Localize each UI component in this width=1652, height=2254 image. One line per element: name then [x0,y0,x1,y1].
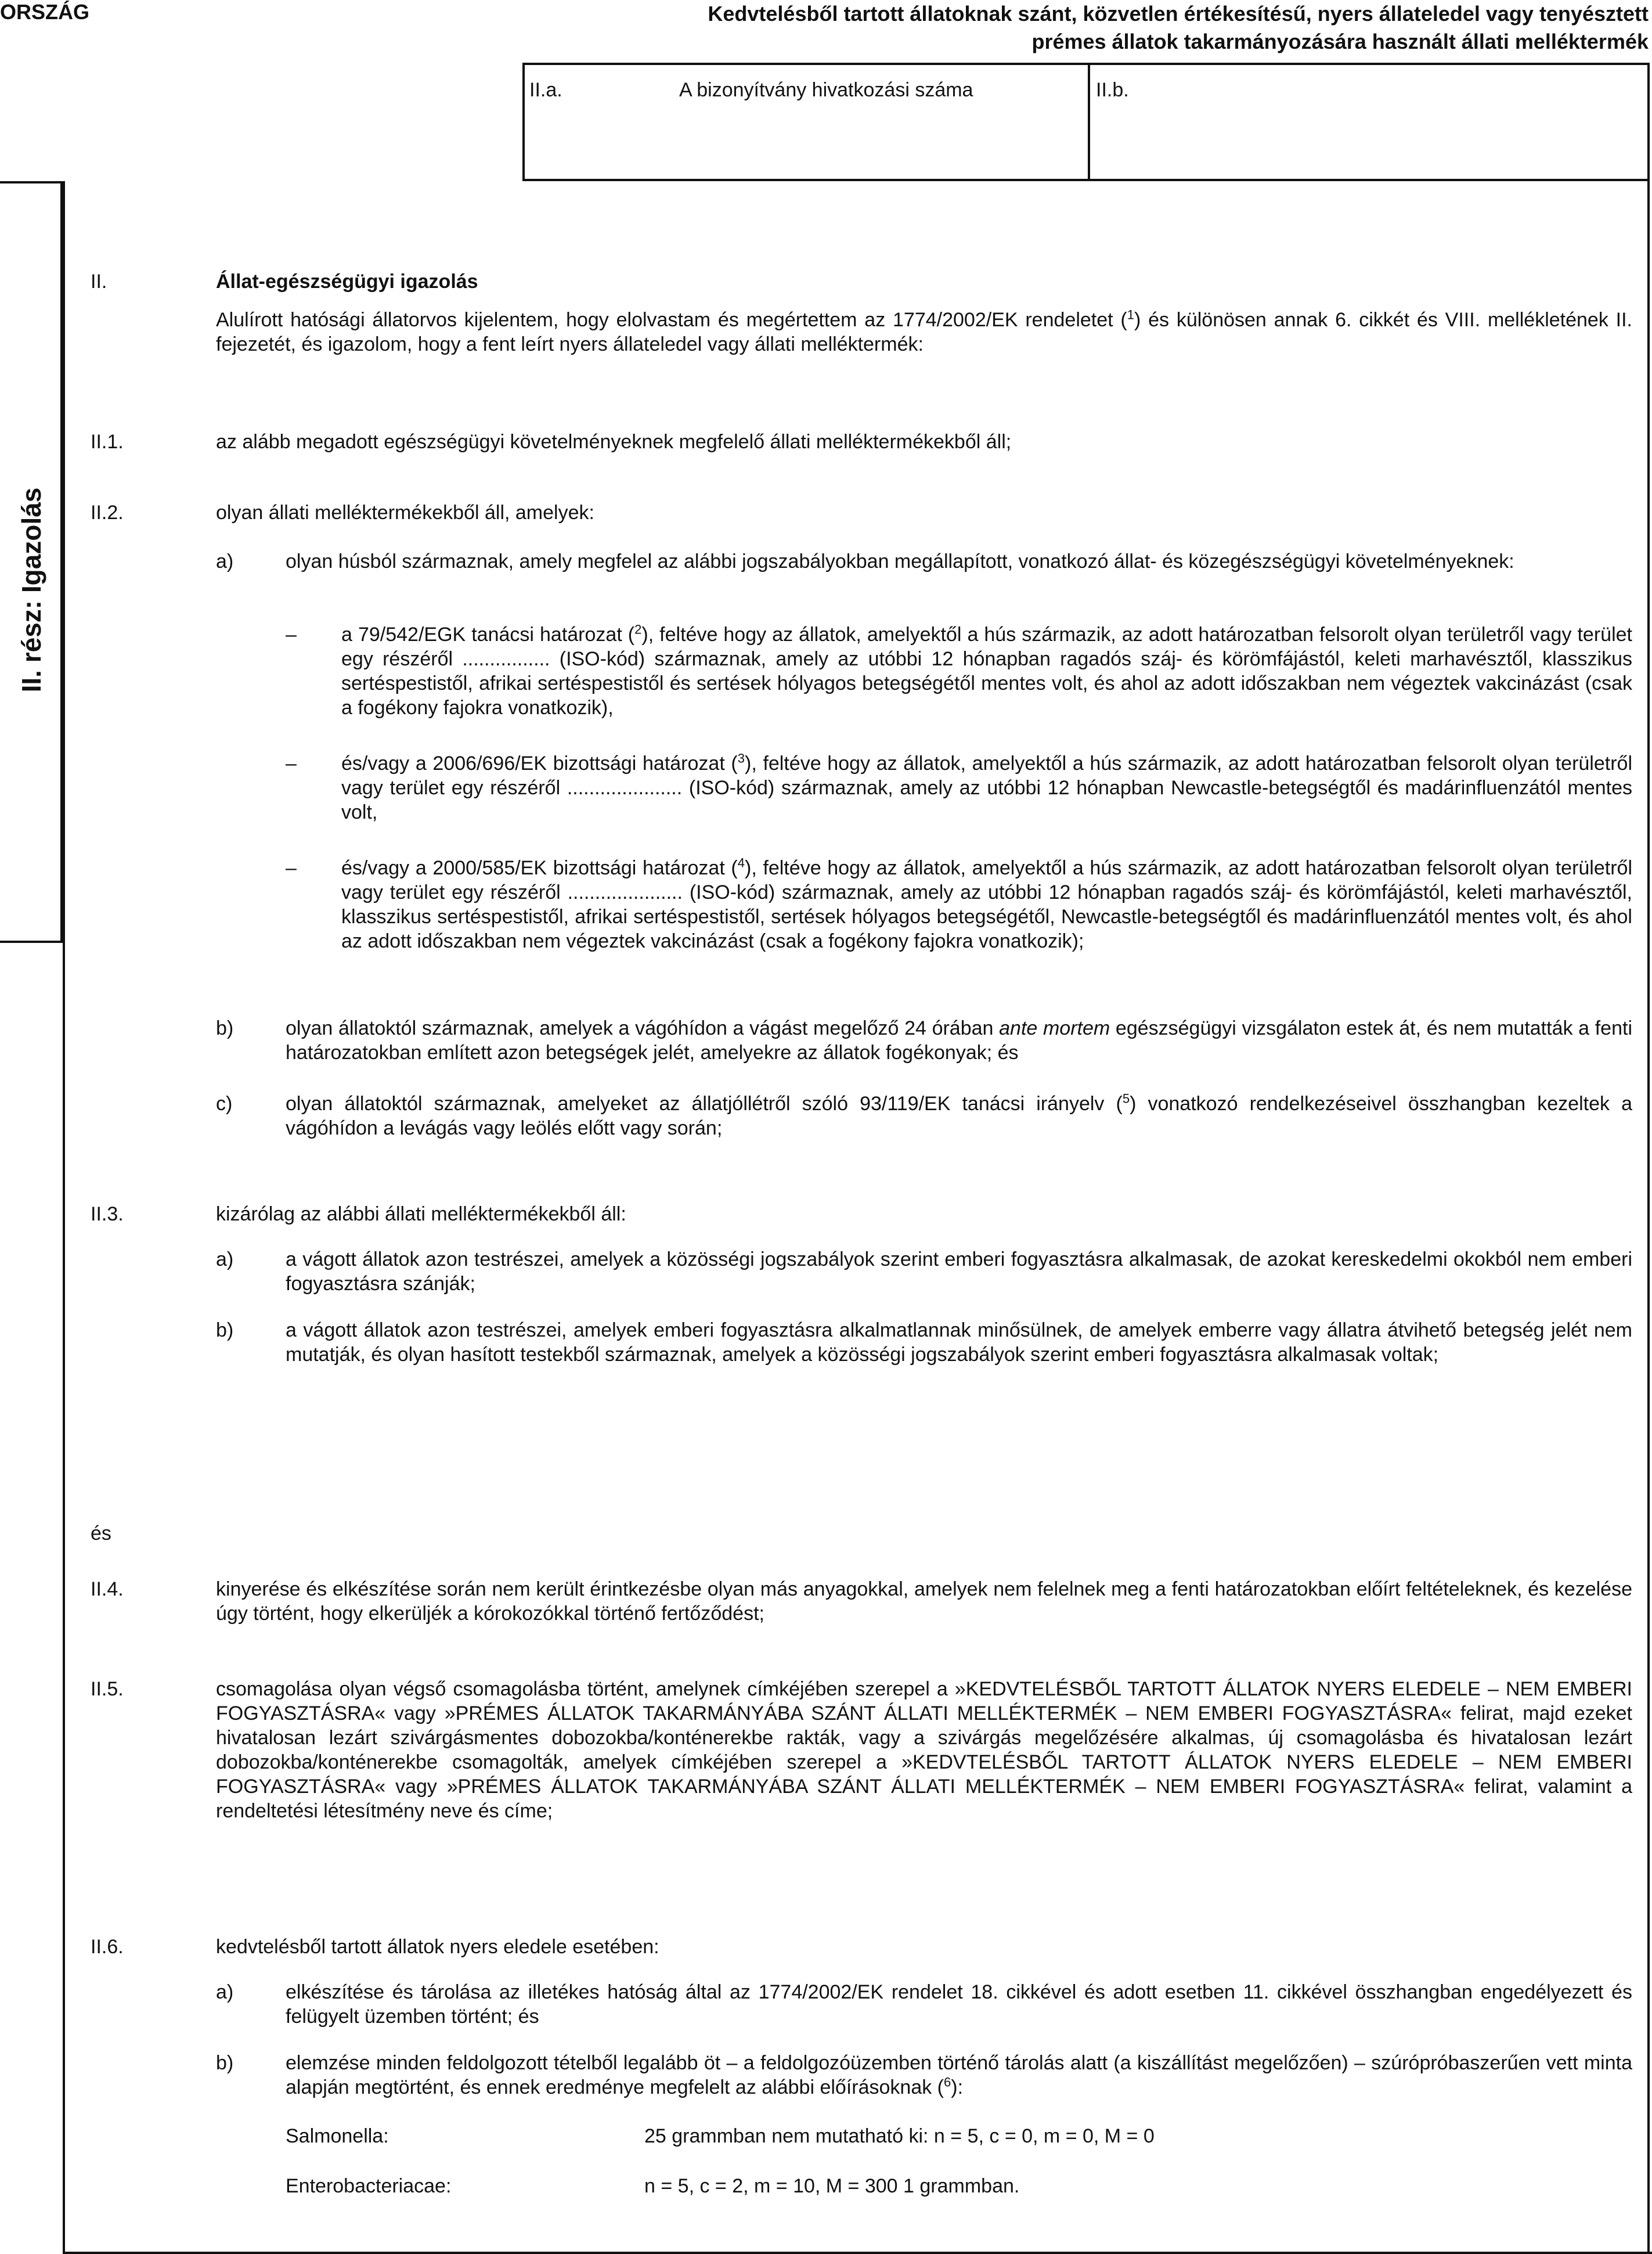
enterobacteriaceae-value: n = 5, c = 2, m = 10, M = 300 1 grammban. [644,2175,1020,2197]
dash-marker: – [286,624,297,646]
ref-iia-label: II.a. [529,79,562,101]
ii6-text: kedvtelésből tartott állatok nyers eledele esetében: [216,1936,659,1958]
ii4-number: II.4. [91,1578,124,1600]
section-title: Állat-egészségügyi igazolás [216,271,478,293]
ii6-b-marker: b) [216,2052,234,2074]
dash-marker: – [286,857,297,879]
ii2-a-dash2: és/vagy a 2006/696/EK bizottsági határozat ($^3$), feltéve hogy az állatok, amelyektől a hús származik, az adott határozatban felsorolt olyan területről vagy terület egy részéről ..................... (ISO-kód) származnak, amely az utóbbi 12 hónapban Newcastle-betegségtől és madárinfluenzától mentes volt, [341,751,1633,823]
ii2-text: olyan állati melléktermékekből áll, amelyek: [216,502,594,524]
ii2-b-text: olyan állatoktól származnak, amelyek a vágóhídon a vágást megelőző 24 órában ante mortem egészségügyi vizsgálaton estek át, és nem mutatták a fenti határozatokban említett azon betegségek jelét, amelyekre az állatok fogékonyak; és [286,1017,1633,1064]
ii2-a-dash3: és/vagy a 2000/585/EK bizottsági határozat ($^4$), feltéve hogy az állatok, amelyektől a hús származik, az adott határozatban felsorolt olyan területről vagy terület egy részéről ..................... (ISO-kód) származnak, amely az utóbbi 12 hónapban ragadós száj- és körömfájástól, keleti marhavésztől, klasszikus sertéspestistől, afrikai sertéspestistől, sertések hólyagos betegségétől, Newcastle-betegségtől és madárinfluenzától mentes volt, és ahol az adott időszakban nem végeztek vakcinázást (csak a fogékony fajokra vonatkozik); [341,855,1633,952]
certificate-title-line1: Kedvtelésből tartott állatoknak szánt, közvetlen értékesítésű, nyers állateledel vagy tenyésztett [708,2,1649,26]
certificate-title-line2: prémes állatok takarmányozására használt állati melléktermék [1031,30,1649,53]
ii2-number: II.2. [91,502,124,524]
ii6-number: II.6. [91,1936,124,1958]
ii4-text: kinyerése és elkészítése során nem került érintkezésbe olyan más anyagokkal, amelyek nem felelnek meg a fenti határozatokban előírt feltételeknek, és kezelése úgy történt, hogy elkerüljék a kórokozókkal történő fertőződést; [216,1578,1632,1625]
ii2-c-text: olyan állatoktól származnak, amelyeket az állatjóllétről szóló 93/119/EK tanácsi irányelv ($^5$) vonatkozó rendelkezéseivel összhangban kezeltek a vágóhídon a levágás vagy leölés előtt vagy során; [286,1091,1632,1139]
salmonella-label: Salmonella: [286,2125,389,2147]
country-label: ORSZÁG [0,0,90,24]
ii5-text: csomagolása olyan végső csomagolásba történt, amelynek címkéjében szerepel a »KEDVTELÉSBŐL TARTOTT ÁLLATOK NYERS ELEDELE – NEM EMBERI FOGYASZTÁSRA« vagy »PRÉMES ÁLLATOK TAKARMÁNYÁBA SZÁNT ÁLLATI MELLÉKTERMÉK – NEM EMBERI FOGYASZTÁSRA« felirat, majd ezeket hivatalosan lezárt szivárgásmentes dobozokba/konténerekbe rakták, vagy a szivárgás megelőzésére alkalmas, új csomagolásba és hivatalosan lezárt dobozokba/konténerekbe csomagolták, amelyek címkéjében szerepel a »KEDVTELÉSBŐL TARTOTT ÁLLATOK NYERS ELEDELE – NEM EMBERI FOGYASZTÁSRA« vagy »PRÉMES ÁLLATOK TAKARMÁNYÁBA SZÁNT ÁLLATI MELLÉKTERMÉK – NEM EMBERI FOGYASZTÁSRA« felirat, valamint a rendeltetési létesítmény neve és címe; [216,1678,1632,1822]
ii2-a-dash1: a 79/542/EGK tanácsi határozat ($^2$), feltéve hogy az állatok, amelyektől a hús származik, az adott határozatban felsorolt olyan területről vagy terület egy részéről ................ (ISO-kód) származnak, amely az utóbbi 12 hónapban ragadós száj- és körömfájástól, keleti marhavésztől, klasszikus sertéspestistől, afrikai sertéspestistől és sertések hólyagos betegségétől mentes volt, és ahol az adott időszakban nem végeztek vakcinázást (csak a fogékony fajokra vonatkozik), [341,622,1632,719]
part-label: II. rész: Igazolás [16,487,46,693]
ii6-a-marker: a) [216,1981,234,2003]
ii2-b-marker: b) [216,1017,234,1039]
ii3-number: II.3. [91,1203,124,1225]
part-sidebar [0,181,63,943]
ii3-b-text: a vágott állatok azon testrészei, amelyek emberi fogyasztásra alkalmatlannak minősülnek, de amelyek emberre vagy állatra átvihető betegség jelét nem mutatják, és olyan hasított testekből származnak, amelyek a közösségi jogszabályok szerint emberi fogyasztásra alkalmasak voltak; [286,1319,1632,1366]
ref-iib-label: II.b. [1096,79,1129,101]
dash-marker: – [286,752,297,775]
ii2-c-marker: c) [216,1093,233,1115]
ii1-number: II.1. [91,431,124,453]
reference-box-divider [1088,63,1090,179]
ii2-a-marker: a) [216,550,234,572]
ii3-a-text: a vágott állatok azon testrészei, amelyek a közösségi jogszabályok szerint emberi fogyasztásra alkalmasak, de azokat kereskedelmi okokból nem emberi fogyasztásra szánják; [286,1248,1632,1295]
ii6-b-text: elemzése minden feldolgozott tételből legalább öt – a feldolgozóüzemben történő tárolás alatt (a kiszállítást megelőzően) – szúrópróbaszerűen vett minta alapján megtörtént, és ennek eredménye megfelelt az alábbi előírásoknak ($^6$): [286,2052,1632,2098]
ii3-a-marker: a) [216,1248,234,1270]
salmonella-value: 25 grammban nem mutatható ki: n = 5, c = 0, m = 0, M = 0 [644,2125,1155,2147]
ii3-text: kizárólag az alábbi állati melléktermékekből áll: [216,1203,626,1225]
conjunction-es: és [91,1522,111,1544]
enterobacteriaceae-label: Enterobacteriacae: [286,2175,452,2197]
ii1-text: az alább megadott egészségügyi követelményeknek megfelelő állati melléktermékekből áll; [216,431,1012,453]
ii5-number: II.5. [91,1678,124,1700]
section-intro [216,308,1632,357]
ii6-a-text: elkészítése és tárolása az illetékes hatóság által az 1774/2002/EK rendelet 18. cikkével és adott esetben 11. cikkével összhangban engedélyezett és felügyelt üzemben történt; és [286,1981,1632,2028]
ii2-a-text: olyan húsból származnak, amely megfelel az alábbi jogszabályokban megállapított, vonatkozó állat- és közegészségügyi követelményeknek: [286,550,1514,572]
certificate-title [546,0,1649,56]
section-number: II. [91,271,107,293]
ref-number-label: A bizonyítvány hivatkozási száma [679,79,973,101]
intro-text: Alulírott hatósági állatorvos kijelentem, hogy elolvastam és megértettem az 1774/2002/EK rendeletet ($^1$) és különösen annak 6. cikkét és VIII. mellékletének II. fejezetét, és igazolom, hogy a fent leírt nyers állateledel vagy állati melléktermék: [216,307,1632,355]
ii3-b-marker: b) [216,1319,234,1341]
